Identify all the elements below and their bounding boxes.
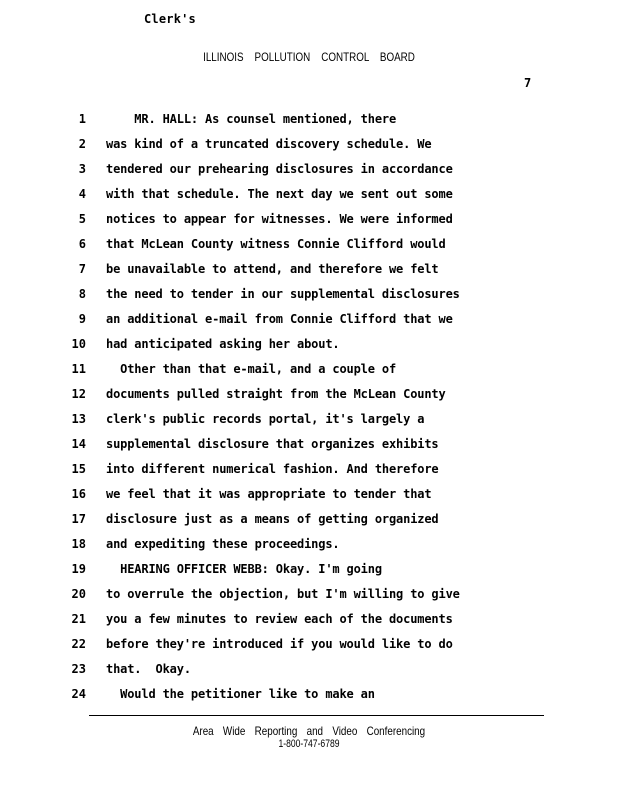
transcript-line bbox=[0, 687, 618, 707]
page-number: 7 bbox=[524, 76, 532, 90]
transcript-line bbox=[0, 562, 618, 582]
line-number: 9 bbox=[78, 312, 86, 326]
footer-company: Area Wide Reporting and Video Conferencing bbox=[192, 724, 426, 738]
line-number: 2 bbox=[78, 137, 86, 151]
line-number: 23 bbox=[71, 662, 86, 676]
line-number: 14 bbox=[71, 437, 86, 451]
line-text: be unavailable to attend, and therefore we felt bbox=[106, 262, 439, 276]
footer-divider bbox=[89, 715, 544, 716]
line-text: that McLean County witness Connie Clifford would bbox=[106, 237, 446, 251]
line-number: 20 bbox=[71, 587, 86, 601]
line-text: disclosure just as a means of getting organized bbox=[106, 512, 439, 526]
line-text: MR. HALL: As counsel mentioned, there bbox=[106, 112, 397, 126]
transcript-line bbox=[0, 662, 618, 682]
line-text: had anticipated asking her about. bbox=[106, 337, 340, 351]
transcript-line bbox=[0, 412, 618, 432]
transcript-line bbox=[0, 437, 618, 457]
line-number: 4 bbox=[78, 187, 86, 201]
line-number: 16 bbox=[71, 487, 86, 501]
line-text: with that schedule. The next day we sent out some bbox=[106, 187, 453, 201]
line-text: tendered our prehearing disclosures in accordance bbox=[106, 162, 453, 176]
board-title: ILLINOIS POLLUTION CONTROL BOARD bbox=[203, 50, 415, 64]
transcript-line bbox=[0, 112, 618, 132]
line-text: supplemental disclosure that organizes exhibits bbox=[106, 437, 439, 451]
transcript-line bbox=[0, 237, 618, 257]
transcript-line bbox=[0, 537, 618, 557]
footer-phone: 1-800-747-6789 bbox=[278, 738, 340, 750]
transcript-line bbox=[0, 362, 618, 382]
line-text: an additional e-mail from Connie Clifford that we bbox=[106, 312, 453, 326]
line-text: notices to appear for witnesses. We were informed bbox=[106, 212, 453, 226]
transcript-line bbox=[0, 137, 618, 157]
line-text: you a few minutes to review each of the documents bbox=[106, 612, 453, 626]
line-number: 17 bbox=[71, 512, 86, 526]
transcript-line bbox=[0, 487, 618, 507]
electronic-filing-header: Clerk's bbox=[144, 12, 196, 26]
transcript-line bbox=[0, 337, 618, 357]
line-number: 5 bbox=[78, 212, 86, 226]
line-number: 19 bbox=[71, 562, 86, 576]
line-text: HEARING OFFICER WEBB: Okay. I'm going bbox=[106, 562, 382, 576]
line-number: 11 bbox=[71, 362, 86, 376]
line-text: and expediting these proceedings. bbox=[106, 537, 340, 551]
line-number: 15 bbox=[71, 462, 86, 476]
transcript-line bbox=[0, 387, 618, 407]
line-number: 21 bbox=[71, 612, 86, 626]
line-text: the need to tender in our supplemental disclosures bbox=[106, 287, 460, 301]
line-text: documents pulled straight from the McLean County bbox=[106, 387, 446, 401]
transcript-line bbox=[0, 512, 618, 532]
transcript-line bbox=[0, 212, 618, 232]
line-number: 7 bbox=[78, 262, 86, 276]
line-number: 24 bbox=[71, 687, 86, 701]
line-text: to overrule the objection, but I'm willing to give bbox=[106, 587, 460, 601]
transcript-line bbox=[0, 187, 618, 207]
line-text: we feel that it was appropriate to tender that bbox=[106, 487, 432, 501]
line-text: was kind of a truncated discovery schedule. We bbox=[106, 137, 432, 151]
line-text: into different numerical fashion. And therefore bbox=[106, 462, 439, 476]
transcript-line bbox=[0, 612, 618, 632]
line-number: 1 bbox=[78, 112, 86, 126]
line-text: clerk's public records portal, it's largely a bbox=[106, 412, 425, 426]
transcript-line bbox=[0, 637, 618, 657]
line-number: 8 bbox=[78, 287, 86, 301]
line-number: 3 bbox=[78, 162, 86, 176]
line-number: 6 bbox=[78, 237, 86, 251]
line-number: 22 bbox=[71, 637, 86, 651]
transcript-line bbox=[0, 462, 618, 482]
transcript-line bbox=[0, 162, 618, 182]
line-number: 10 bbox=[71, 337, 86, 351]
line-number: 13 bbox=[71, 412, 86, 426]
transcript-line bbox=[0, 312, 618, 332]
line-number: 18 bbox=[71, 537, 86, 551]
transcript-line bbox=[0, 587, 618, 607]
line-text: before they're introduced if you would like to do bbox=[106, 637, 453, 651]
line-text: Would the petitioner like to make an bbox=[106, 687, 375, 701]
line-text: that. Okay. bbox=[106, 662, 191, 676]
transcript-line bbox=[0, 262, 618, 282]
line-number: 12 bbox=[71, 387, 86, 401]
transcript-line bbox=[0, 287, 618, 307]
line-text: Other than that e-mail, and a couple of bbox=[106, 362, 397, 376]
